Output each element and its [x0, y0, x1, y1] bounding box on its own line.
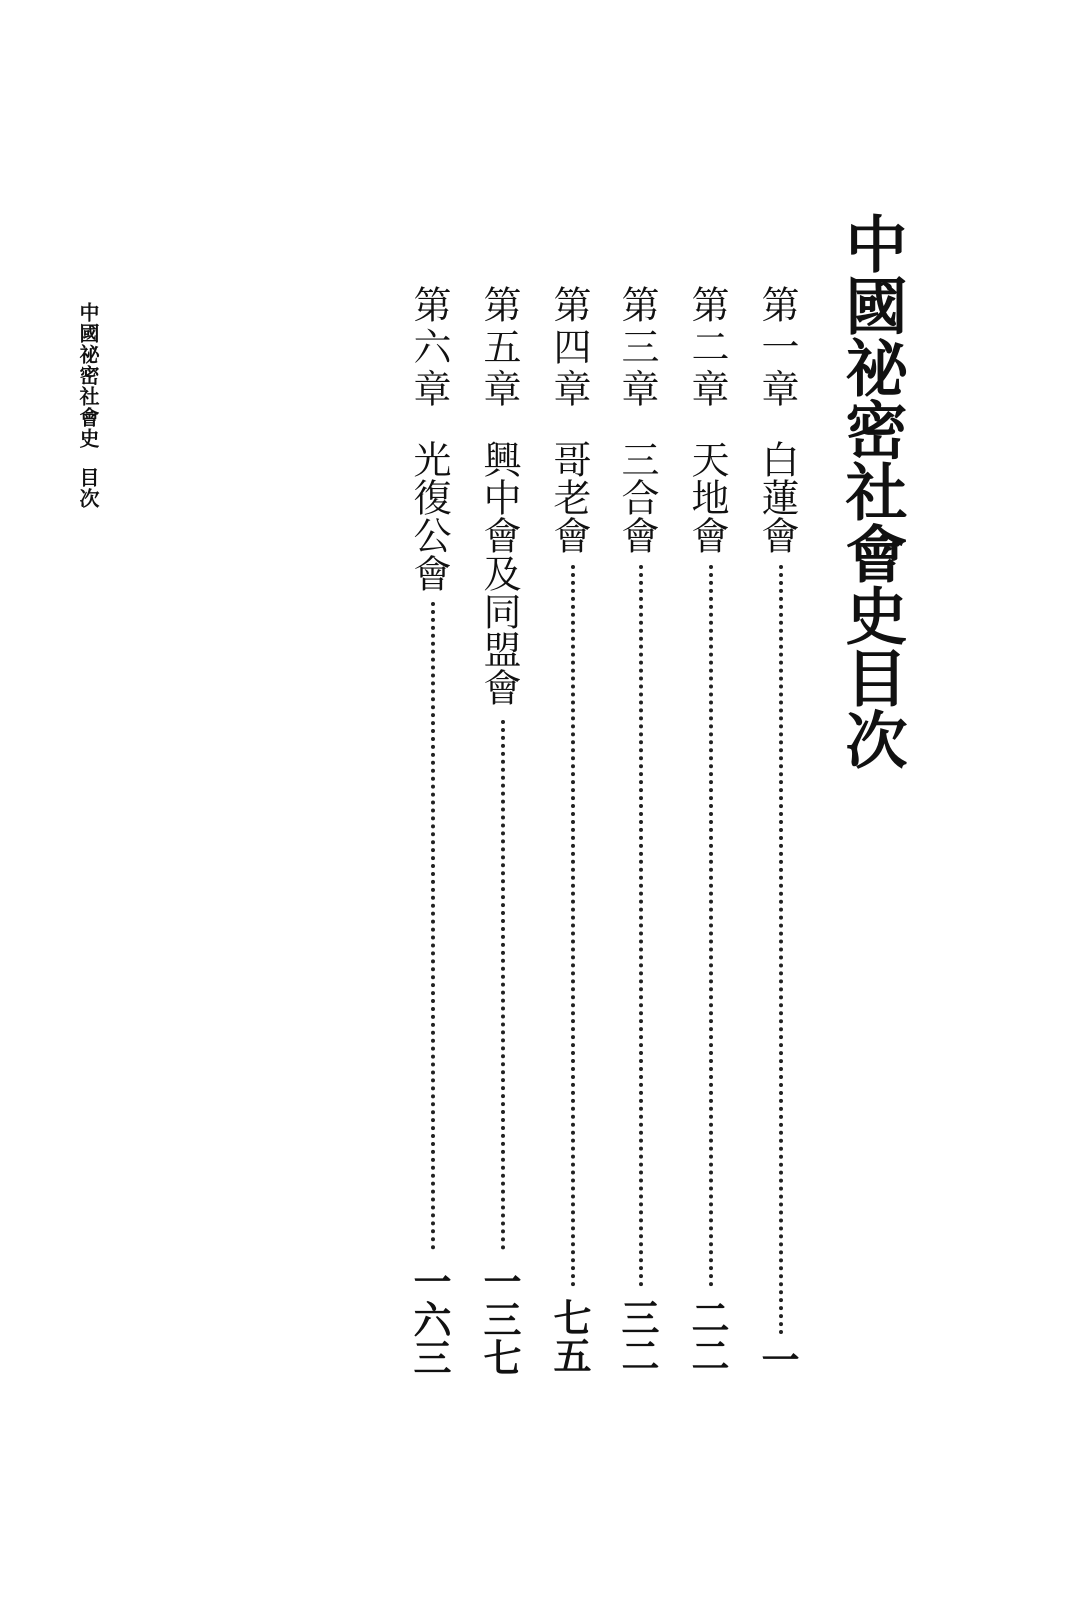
running-head-section: 目次	[76, 467, 100, 509]
chapter-number: 第一章	[755, 285, 799, 411]
chapter-number: 第三章	[615, 285, 659, 411]
chapter-name: 哥老會	[547, 440, 591, 554]
dot-leader	[709, 565, 713, 1287]
page-number: 七五	[547, 1298, 592, 1374]
dot-leader	[571, 565, 575, 1287]
chapter-name: 天地會	[685, 440, 729, 554]
page-number: 三二	[615, 1298, 660, 1374]
running-head	[78, 302, 98, 509]
chapter-name: 三合會	[615, 440, 659, 554]
chapter-name: 光復公會	[407, 440, 451, 592]
dot-leader	[639, 565, 643, 1287]
page-number: 二二	[685, 1298, 730, 1374]
page-number: 一三七	[477, 1262, 522, 1376]
dot-leader	[779, 565, 783, 1335]
chapter-name: 白蓮會	[755, 440, 799, 554]
page-number: 一六三	[407, 1262, 452, 1376]
page-title: 中國祕密社會史目次	[835, 212, 908, 770]
chapter-number: 第六章	[407, 285, 451, 411]
running-head-title: 中國祕密社會史	[76, 302, 100, 449]
dot-leader	[431, 602, 435, 1250]
chapter-name: 興中會及同盟會	[477, 440, 521, 706]
chapter-number: 第四章	[547, 285, 591, 411]
chapter-number: 第五章	[477, 285, 521, 411]
page-number: 一	[755, 1340, 800, 1378]
chapter-number: 第二章	[685, 285, 729, 411]
dot-leader	[501, 720, 505, 1250]
